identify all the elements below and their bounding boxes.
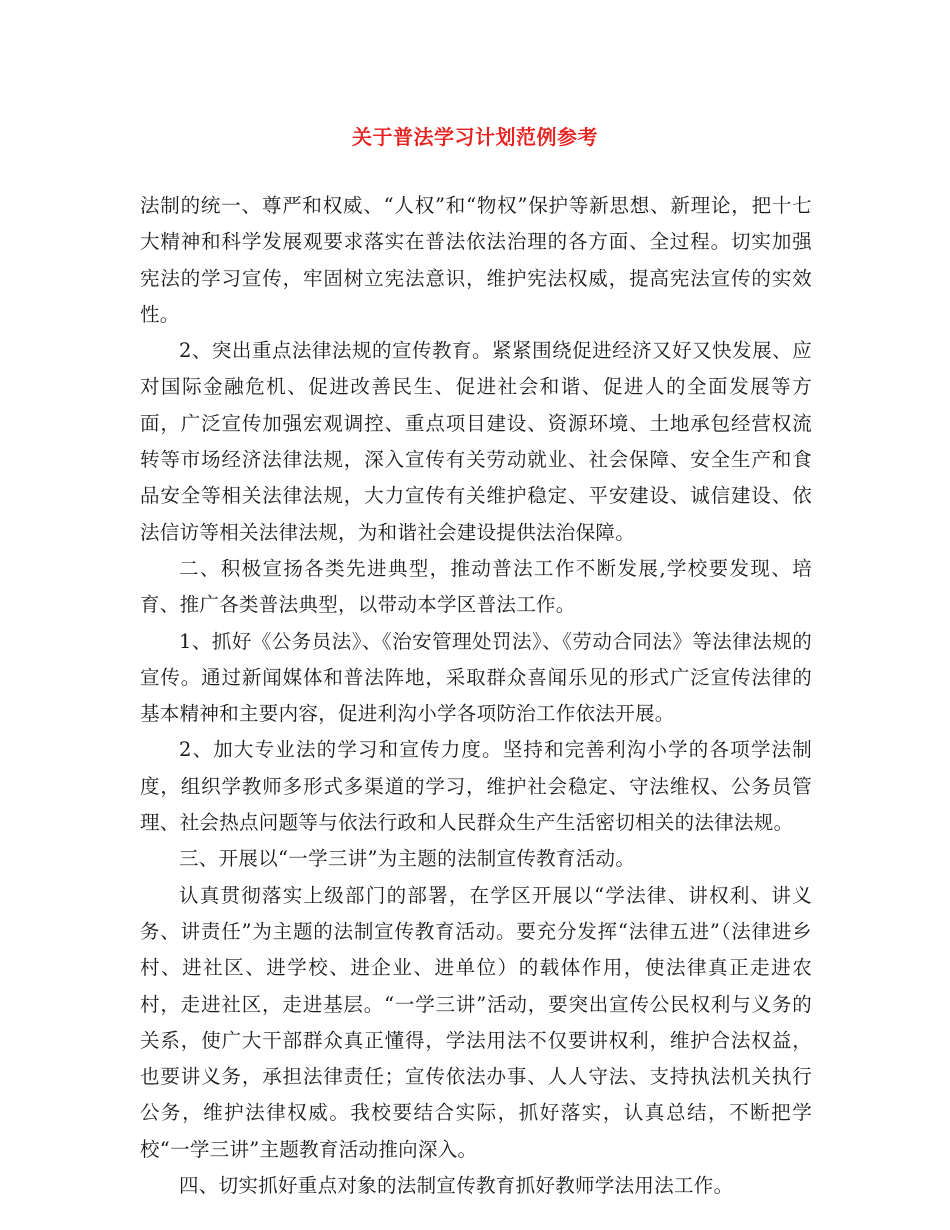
paragraph-section-four-heading: 四、切实抓好重点对象的法制宣传教育抓好教师学法用法工作。 xyxy=(179,1174,734,1198)
paragraph-one-study-three-talks: 认真贯彻落实上级部门的部署，在学区开展以“学法律、讲权利、讲义务、讲责任”为主题的法制宣传教育活动。要充分发挥“法律五进”（法律进乡村、进社区、进学校、进企业、进单位）的载体作用，使法律真正走进农村，走进社区，走进基层。“一学三讲”活动，要突出宣传公民权利与义务的关系，使广大干部群众真正懂得，学法用法不仅要讲权利，维护合法权益，也要讲义务，承担法律责任；宣传依法办事、人人守法、支持执法机关执行公务，维护法律权威。我校要结合实际，抓好落实，认真总结，不断把学校“一学三讲”主题教育活动推向深入。 xyxy=(140,883,812,1161)
paragraph-key-laws: 2、突出重点法律法规的宣传教育。紧紧围绕促进经济又好又快发展、应对国际金融危机、促进改善民生、促进社会和谐、促进人的全面发展等方面，广泛宣传加强宏观调控、重点项目建设、资源环境、土地承包经营权流转等市场经济法律法规，深入宣传有关劳动就业、社会保障、安全生产和食品安全等相关法律法规，大力宣传有关维护稳定、平安建设、诚信建设、依法信访等相关法律法规，为和谐社会建设提供法治保障。 xyxy=(140,339,812,544)
document-body xyxy=(140,188,812,1204)
paragraph-section-two-heading: 二、积极宣扬各类先进典型，推动普法工作不断发展,学校要发现、培育、推广各类普法典型，以带动本学区普法工作。 xyxy=(140,556,812,617)
paragraph-civil-servant-law: 1、抓好《公务员法》、《治安管理处罚法》、《劳动合同法》等法律法规的宣传。通过新闻媒体和普法阵地，采取群众喜闻乐见的形式广泛宣传法律的基本精神和主要内容，促进利沟小学各项防治工作依法开展。 xyxy=(140,629,812,726)
paragraph-continuation: 法制的统一、尊严和权威、“人权”和“物权”保护等新思想、新理论，把十七大精神和科学发展观要求落实在普法依法治理的各方面、全过程。切实加强宪法的学习宣传，牢固树立宪法意识，维护宪法权威，提高宪法宣传的实效性。 xyxy=(140,194,812,326)
paragraph-specialized-law: 2、加大专业法的学习和宣传力度。坚持和完善利沟小学的各项学法制度，组织学教师多形式多渠道的学习，维护社会稳定、守法维权、公务员管理、社会热点问题等与依法行政和人民群众生产生活密切相关的法律法规。 xyxy=(140,738,812,835)
document-title: 关于普法学习计划范例参考 xyxy=(352,125,598,149)
paragraph-section-three-heading: 三、开展以“一学三讲”为主题的法制宣传教育活动。 xyxy=(179,847,636,871)
